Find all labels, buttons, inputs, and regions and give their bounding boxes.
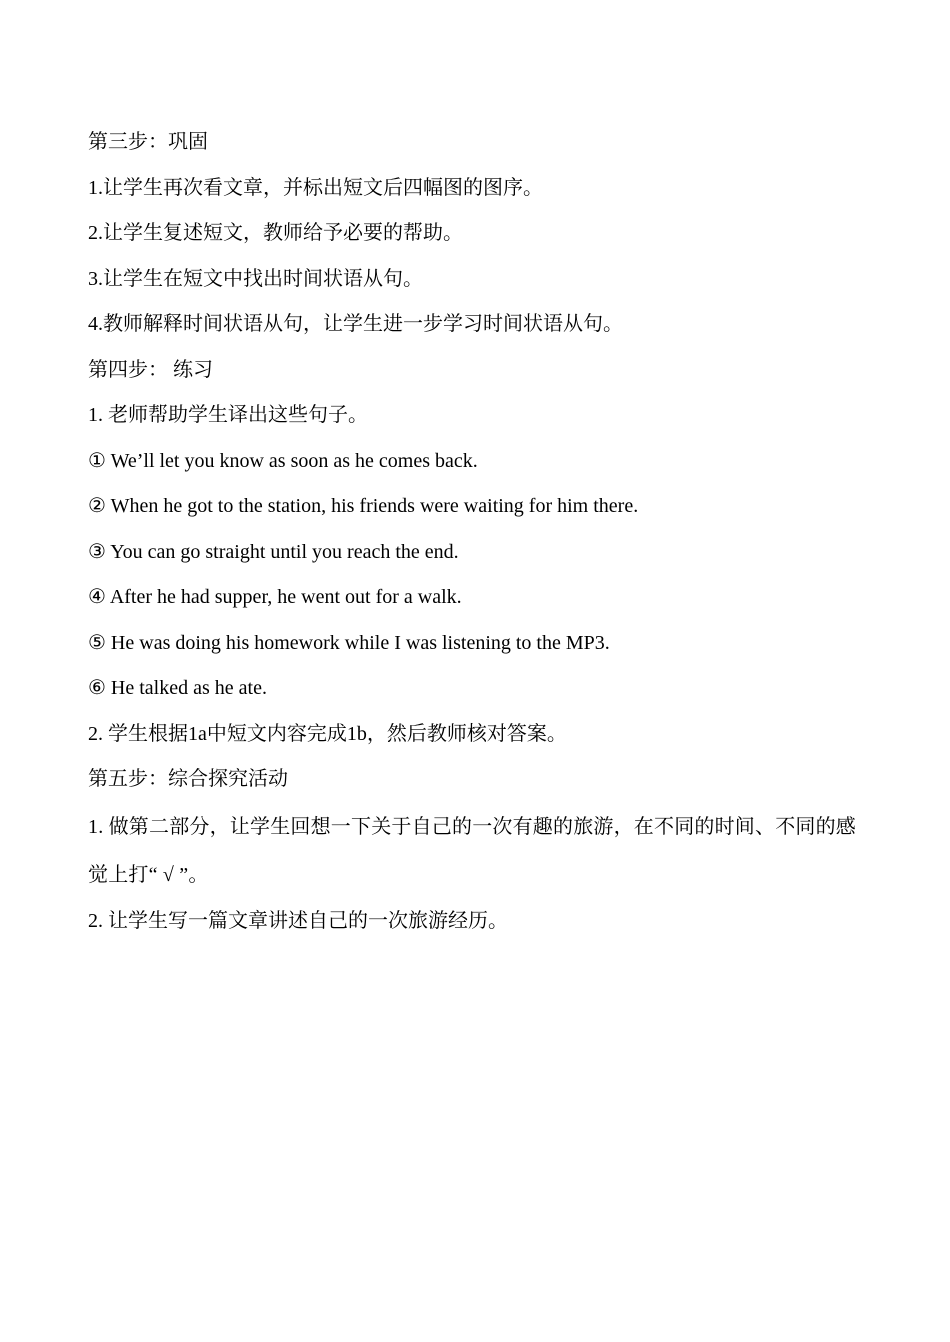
step-3-item-3: 3.让学生在短文中找出时间状语从句。 <box>88 267 423 290</box>
step-5-item-2: 2. 让学生写一篇文章讲述自己的一次旅游经历。 <box>88 909 508 932</box>
step-3-item-4: 4.教师解释时间状语从句，让学生进一步学习时间状语从句。 <box>88 313 623 335</box>
translation-sentence-6: ⑥ He talked as he ate. <box>88 677 267 699</box>
translation-sentence-5: ⑤ He was doing his homework while I was listening to the MP3. <box>88 631 610 654</box>
section-heading-step-5: 第五步：综合探究活动 <box>88 768 288 790</box>
step-3-item-1: 1.让学生再次看文章，并标出短文后四幅图的图序。 <box>88 176 543 199</box>
translation-sentence-1: ① We’ll let you know as soon as he comes back. <box>88 449 478 472</box>
translation-sentence-2: ② When he got to the station, his friends were waiting for him there. <box>88 495 639 517</box>
step-3-item-2: 2.让学生复述短文，教师给予必要的帮助。 <box>88 222 463 244</box>
translation-sentence-4: ④ After he had supper, he went out for a walk. <box>88 586 462 608</box>
step-5-item-1: 1. 做第二部分，让学生回想一下关于自己的一次有趣的旅游，在不同的时间、不同的感觉上打“ √ ”。 <box>88 815 856 886</box>
translation-sentence-3: ③ You can go straight until you reach the end. <box>88 540 459 563</box>
step-4-item-2: 2. 学生根据1a中短文内容完成1b，然后教师核对答案。 <box>88 722 567 745</box>
section-heading-step-3: 第三步：巩固 <box>88 131 208 153</box>
document-body <box>88 120 878 944</box>
section-heading-step-4: 第四步： 练习 <box>88 358 213 381</box>
step-4-item-1: 1. 老师帮助学生译出这些句子。 <box>88 404 368 426</box>
